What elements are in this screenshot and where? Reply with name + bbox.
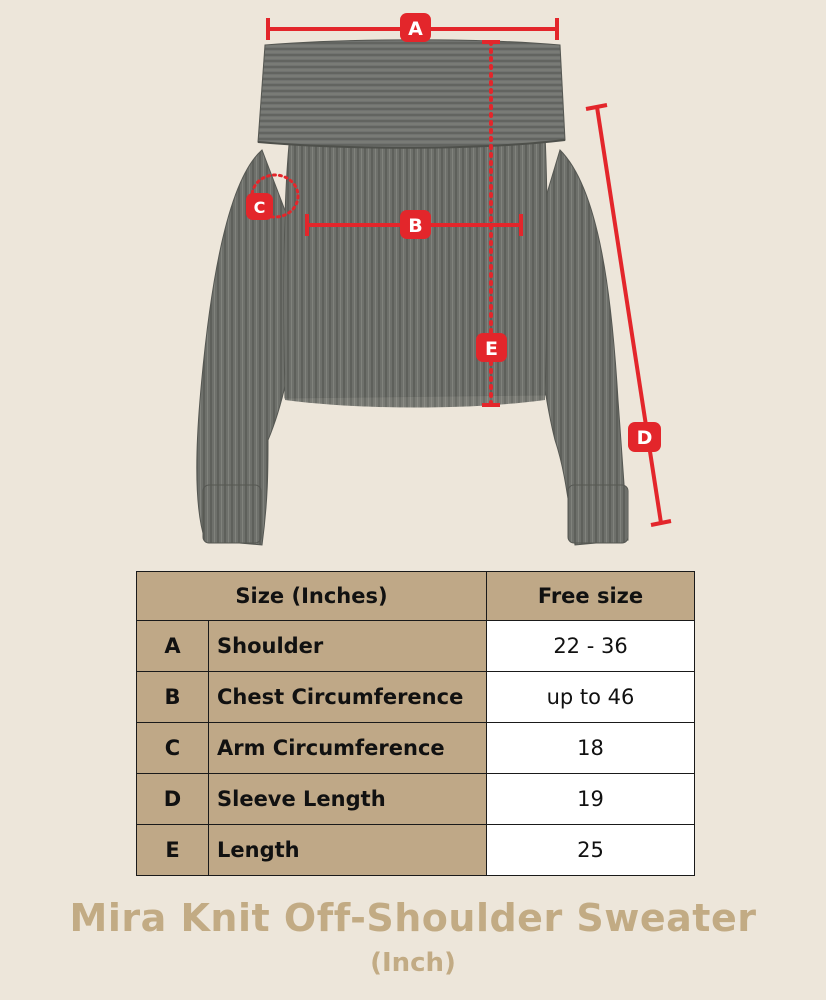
table-row bbox=[137, 723, 695, 774]
row-value: 25 bbox=[487, 825, 695, 876]
unit-subtitle: (Inch) bbox=[370, 948, 456, 978]
row-letter: A bbox=[137, 621, 209, 672]
row-value: up to 46 bbox=[487, 672, 695, 723]
right-cuff bbox=[568, 485, 628, 543]
header-free-size: Free size bbox=[487, 572, 695, 621]
marker-a-label: A bbox=[408, 18, 423, 40]
size-chart-table bbox=[136, 571, 695, 876]
marker-e-label: E bbox=[485, 338, 498, 360]
left-cuff bbox=[203, 485, 261, 543]
row-value: 18 bbox=[487, 723, 695, 774]
table-row bbox=[137, 774, 695, 825]
row-label: Sleeve Length bbox=[209, 774, 487, 825]
marker-c-label: C bbox=[253, 198, 266, 217]
row-value: 19 bbox=[487, 774, 695, 825]
marker-b-label: B bbox=[408, 215, 423, 237]
row-label: Shoulder bbox=[209, 621, 487, 672]
row-letter: B bbox=[137, 672, 209, 723]
row-letter: D bbox=[137, 774, 209, 825]
collar bbox=[258, 40, 565, 148]
sweater-body bbox=[284, 135, 547, 398]
table-row bbox=[137, 825, 695, 876]
row-label: Chest Circumference bbox=[209, 672, 487, 723]
table-row bbox=[137, 621, 695, 672]
measure-a bbox=[268, 13, 557, 42]
row-value: 22 - 36 bbox=[487, 621, 695, 672]
sweater-image bbox=[197, 40, 628, 545]
row-letter: E bbox=[137, 825, 209, 876]
product-title: Mira Knit Off-Shoulder Sweater bbox=[69, 896, 757, 940]
header-size: Size (Inches) bbox=[137, 572, 487, 621]
marker-d-label: D bbox=[636, 427, 653, 449]
row-label: Length bbox=[209, 825, 487, 876]
table-header-row bbox=[137, 572, 695, 621]
row-letter: C bbox=[137, 723, 209, 774]
row-label: Arm Circumference bbox=[209, 723, 487, 774]
table-row bbox=[137, 672, 695, 723]
hem-band bbox=[285, 372, 545, 408]
